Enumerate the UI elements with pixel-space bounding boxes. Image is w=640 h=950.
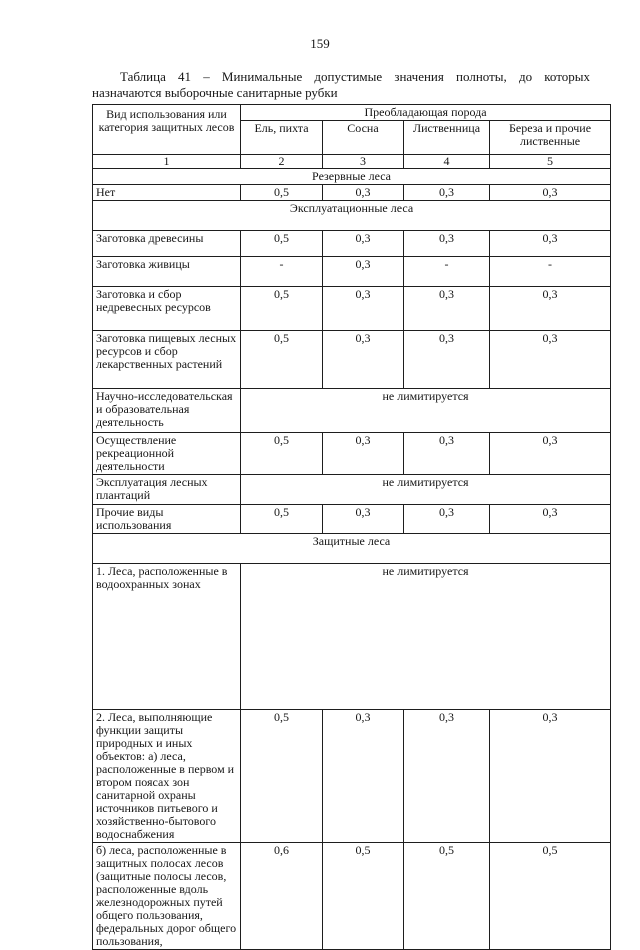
table-row	[93, 287, 611, 331]
value-cell: 0,5	[241, 231, 323, 257]
value-cell: 0,3	[323, 257, 404, 287]
row-label: 1. Леса, расположенные в водоохранных зонах	[93, 564, 241, 710]
row-label: Заготовка пищевых лесных ресурсов и сбор лекарственных растений	[93, 331, 241, 389]
section-title: Эксплуатационные леса	[93, 201, 611, 231]
table-row	[93, 475, 611, 505]
value-cell: 0,3	[323, 231, 404, 257]
value-cell: 0,6	[241, 843, 323, 950]
table-row	[93, 505, 611, 534]
value-cell: -	[241, 257, 323, 287]
header-species-group: Преобладающая порода	[241, 105, 611, 121]
row-label: б) леса, расположенные в защитных полосах лесов (защитные полосы лесов, расположенные вдоль железнодорожных путей общего пользования, федеральных дорог общего пользования,	[93, 843, 241, 950]
value-cell: 0,5	[404, 843, 490, 950]
header-species: Сосна	[323, 121, 404, 155]
value-cell: 0,3	[404, 505, 490, 534]
table-caption-line-2: назначаются выборочные санитарные рубки	[92, 85, 338, 100]
value-cell: -	[490, 257, 611, 287]
value-cell: 0,3	[323, 710, 404, 843]
merged-value: не лимитируется	[241, 564, 611, 710]
value-cell: 0,5	[241, 331, 323, 389]
header-species: Береза и прочие лиственные	[490, 121, 611, 155]
table-caption-line-1: Таблица 41 – Минимальные допустимые значения полноты, до которых	[120, 69, 590, 84]
section-title: Резервные леса	[93, 169, 611, 185]
value-cell: 0,3	[490, 185, 611, 201]
value-cell: 0,3	[404, 710, 490, 843]
value-cell: 0,5	[241, 710, 323, 843]
column-number: 4	[404, 155, 490, 169]
value-cell: 0,3	[490, 287, 611, 331]
column-number: 2	[241, 155, 323, 169]
value-cell: 0,3	[490, 505, 611, 534]
row-label: Заготовка древесины	[93, 231, 241, 257]
value-cell: 0,3	[323, 433, 404, 475]
value-cell: 0,3	[404, 433, 490, 475]
row-label: Заготовка живицы	[93, 257, 241, 287]
table-row	[93, 433, 611, 475]
column-number: 3	[323, 155, 404, 169]
table-row	[93, 389, 611, 433]
table-row	[93, 331, 611, 389]
table-row	[93, 257, 611, 287]
row-label: Эксплуатация лесных плантаций	[93, 475, 241, 505]
value-cell: 0,3	[323, 505, 404, 534]
value-cell: 0,5	[490, 843, 611, 950]
value-cell: 0,3	[490, 710, 611, 843]
value-cell: 0,5	[241, 287, 323, 331]
value-cell: 0,5	[241, 185, 323, 201]
row-label: 2. Леса, выполняющие функции защиты природных и иных объектов: а) леса, расположенные в первом и втором поясах зон санитарной охраны источников питьевого и хозяйственно-бытового водоснабжения	[93, 710, 241, 843]
value-cell: 0,5	[241, 433, 323, 475]
table-row	[93, 564, 611, 710]
row-label: Прочие виды использования	[93, 505, 241, 534]
table-row	[93, 185, 611, 201]
value-cell: 0,3	[323, 331, 404, 389]
value-cell: 0,3	[323, 185, 404, 201]
table-row	[93, 843, 611, 950]
value-cell: 0,3	[490, 331, 611, 389]
value-cell: 0,3	[490, 231, 611, 257]
merged-value: не лимитируется	[241, 475, 611, 505]
value-cell: 0,5	[323, 843, 404, 950]
row-label: Научно-исследовательская и образовательная деятельность	[93, 389, 241, 433]
value-cell: 0,3	[404, 287, 490, 331]
row-label: Заготовка и сбор недревесных ресурсов	[93, 287, 241, 331]
column-number: 1	[93, 155, 241, 169]
value-cell: 0,3	[404, 231, 490, 257]
value-cell: -	[404, 257, 490, 287]
value-cell: 0,3	[404, 185, 490, 201]
thinning-density-table	[92, 104, 611, 950]
page-number: 159	[310, 36, 330, 51]
header-usage: Вид использования или категория защитных лесов	[93, 105, 241, 155]
merged-value: не лимитируется	[241, 389, 611, 433]
table-row	[93, 710, 611, 843]
value-cell: 0,3	[490, 433, 611, 475]
value-cell: 0,5	[241, 505, 323, 534]
section-title: Защитные леса	[93, 534, 611, 564]
header-species: Лиственница	[404, 121, 490, 155]
table-row	[93, 231, 611, 257]
value-cell: 0,3	[404, 331, 490, 389]
column-number: 5	[490, 155, 611, 169]
header-species: Ель, пихта	[241, 121, 323, 155]
value-cell: 0,3	[323, 287, 404, 331]
row-label: Нет	[93, 185, 241, 201]
row-label: Осуществление рекреационной деятельности	[93, 433, 241, 475]
